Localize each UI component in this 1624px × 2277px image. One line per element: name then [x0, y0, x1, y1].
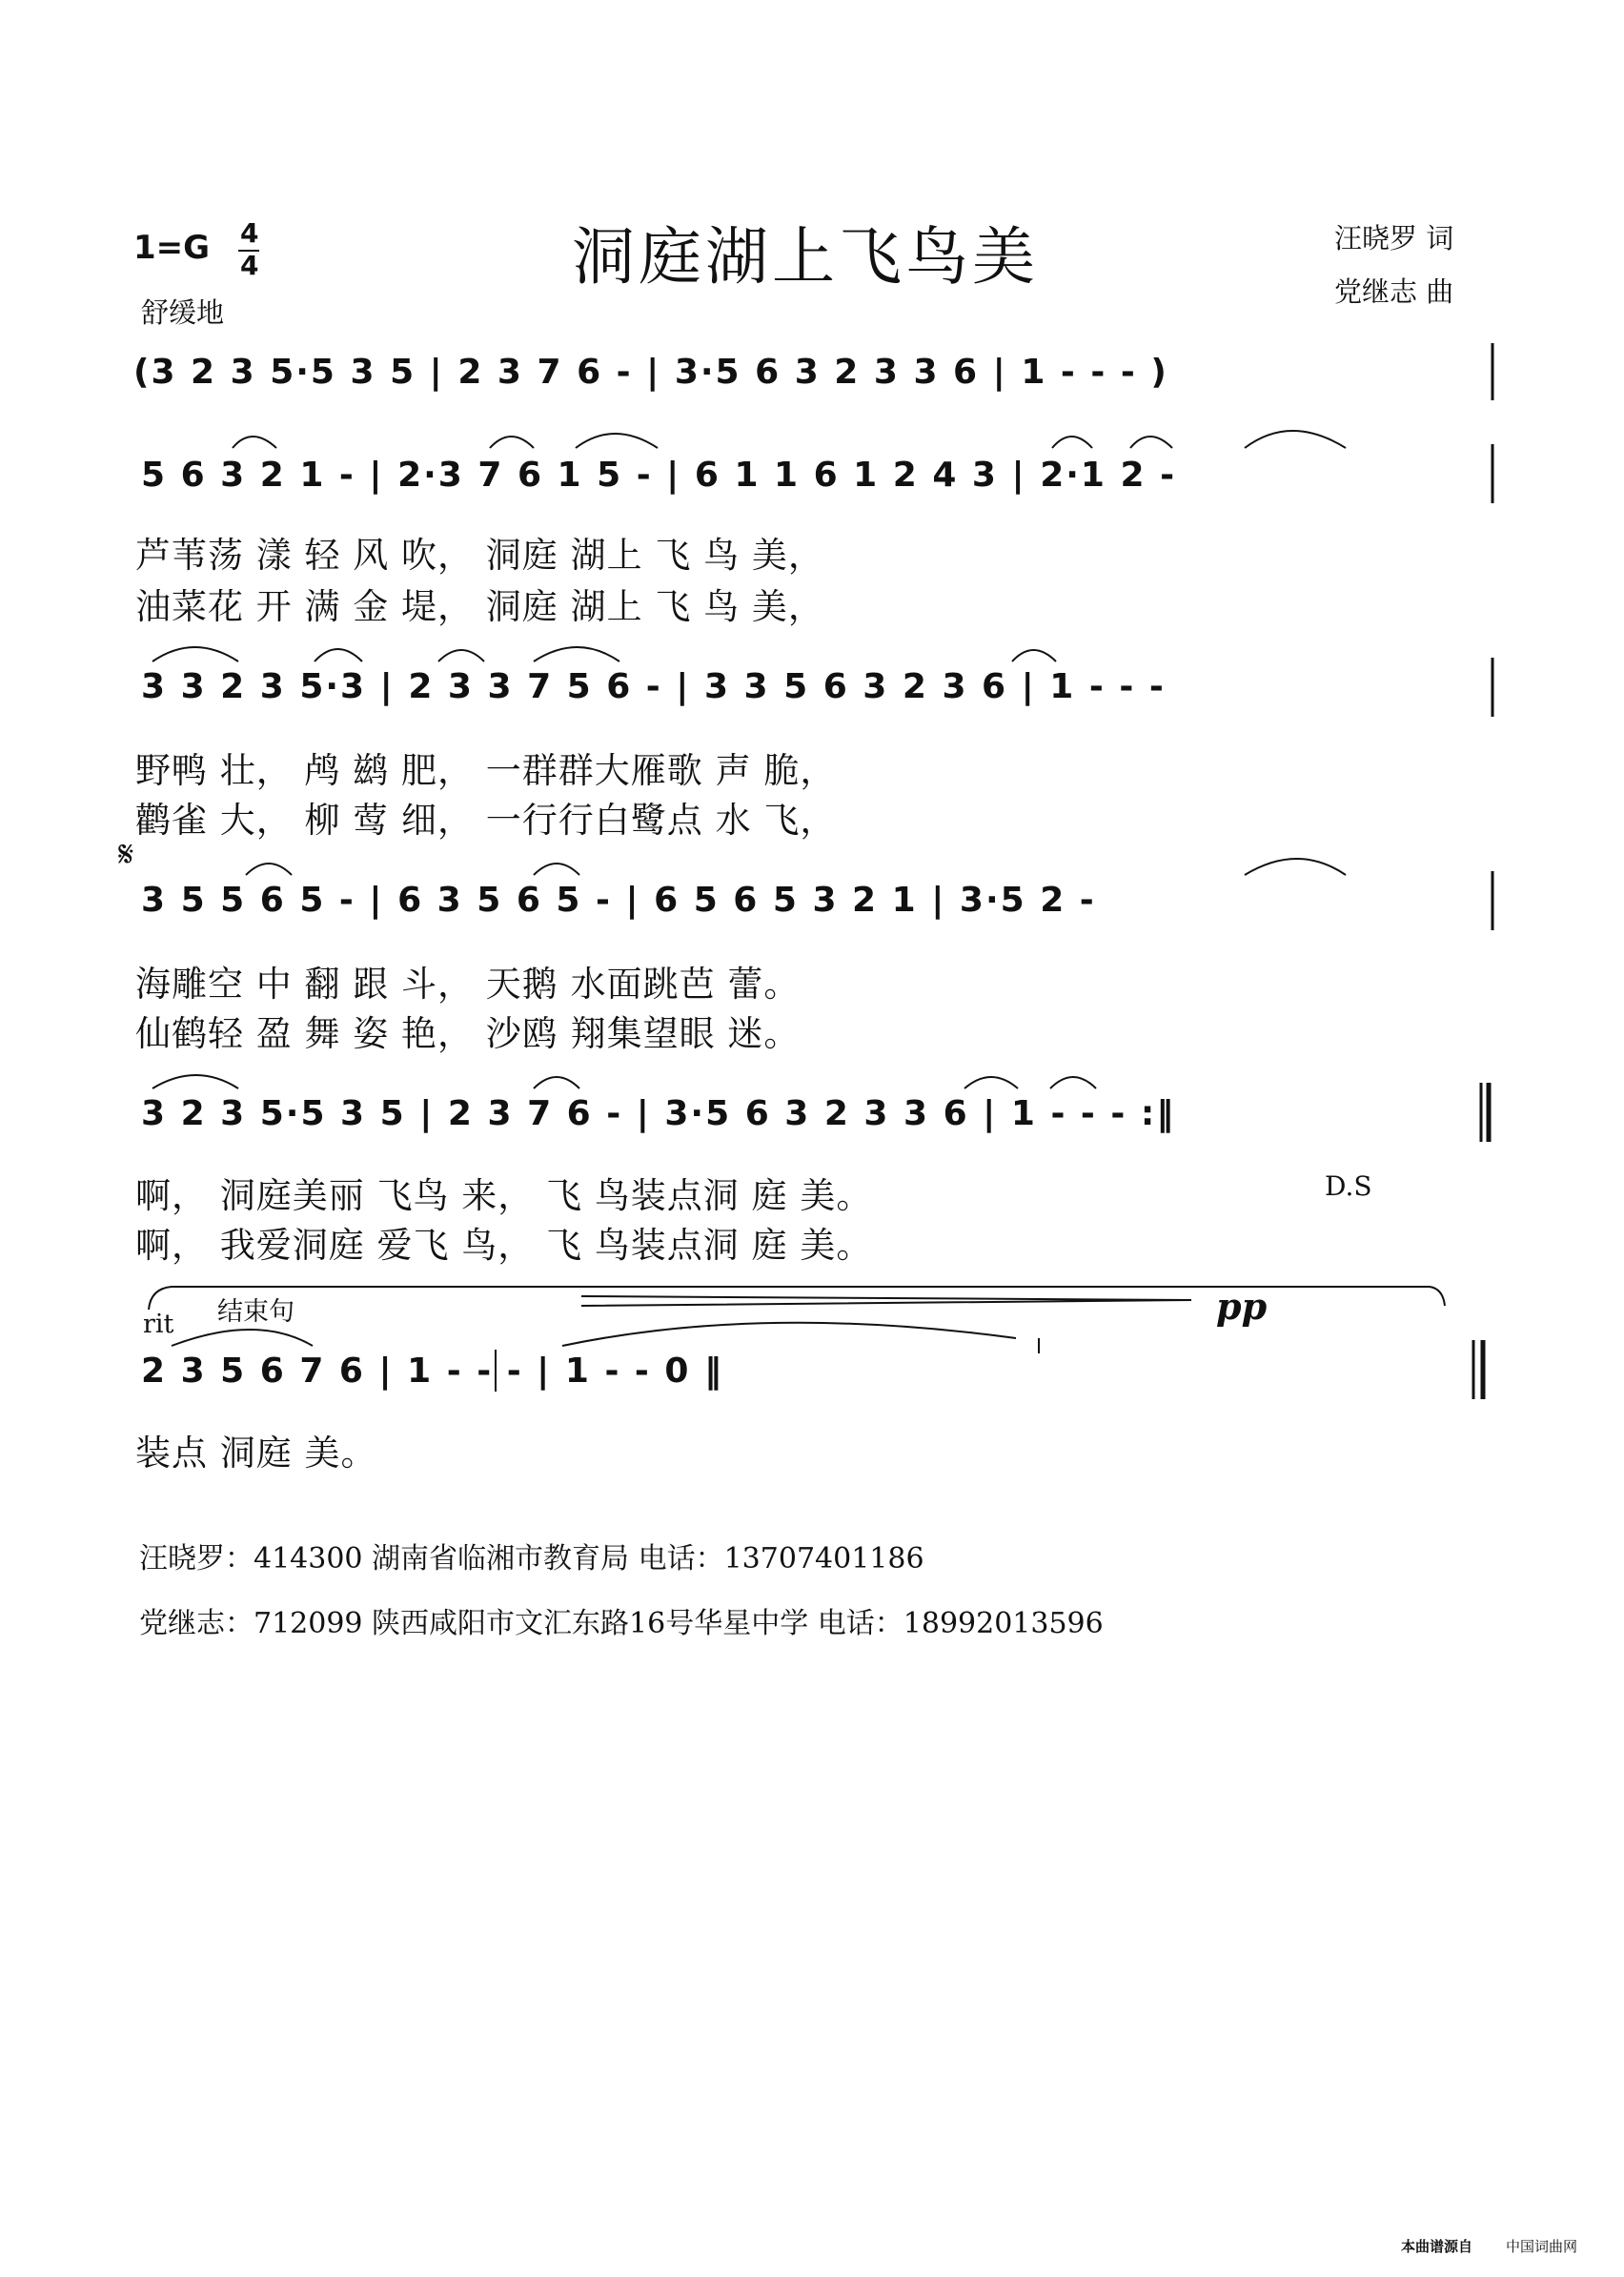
notation-row: 3 5 5 6 5 - | 6 3 5 6 5 - | 6 5 6 5 3 2 1 | 3·5 2 -	[141, 881, 1096, 920]
composer: 党继志 曲	[1334, 275, 1454, 308]
lyric-line: 油菜花 开 满 金 堤， 洞庭 湖上 飞 鸟 美，	[135, 586, 824, 627]
lyricist: 汪晓罗 词	[1334, 222, 1454, 254]
key-signature: 1=G	[133, 229, 211, 267]
lyric-line: 海雕空 中 翻 跟 斗， 天鹅 水面跳芭 蕾。	[135, 964, 801, 1005]
lyric-line: 鹳雀 大， 柳 莺 细， 一行行白鹭点 水 飞，	[135, 800, 837, 841]
site-link[interactable]: 中国词曲网	[1506, 2238, 1578, 2255]
notation-row: 3 3 2 3 5·3 | 2 3 3 7 5 6 - | 3 3 5 6 3 2 3 6 | 1 - - -	[141, 667, 1166, 706]
lyric-line: 啊， 洞庭美丽 飞鸟 来， 飞 鸟装点洞 庭 美。	[135, 1175, 873, 1216]
notation-row: 2 3 5 6 7 6 | 1 - - - | 1 - - 0 ‖	[141, 1352, 723, 1391]
time-signature-bottom: 4	[240, 250, 259, 281]
lyric-line: 装点 洞庭 美。	[135, 1433, 377, 1474]
source-note: 本曲谱源自	[1401, 2238, 1473, 2255]
lyric-line: 啊， 我爱洞庭 爱飞 鸟， 飞 鸟装点洞 庭 美。	[135, 1225, 873, 1266]
lyric-line: 芦苇荡 漾 轻 风 吹， 洞庭 湖上 飞 鸟 美，	[135, 535, 824, 576]
rit-marking: rit	[143, 1310, 174, 1339]
ending-label: 结束句	[217, 1297, 294, 1327]
time-signature-top: 4	[240, 217, 259, 249]
lyric-line: 仙鹤轻 盈 舞 姿 艳， 沙鸥 翔集望眼 迷。	[135, 1013, 801, 1054]
segno-icon: 𝄋	[118, 833, 134, 875]
ds-marking: D.S	[1325, 1170, 1372, 1202]
contact-lyricist: 汪晓罗：414300 湖南省临湘市教育局 电话：13707401186	[139, 1542, 924, 1576]
notation-row: (3 2 3 5·5 3 5 | 2 3 7 6 - | 3·5 6 3 2 3 3 6 | 1 - - - )	[133, 353, 1168, 392]
notation-row: 3 2 3 5·5 3 5 | 2 3 7 6 - | 3·5 6 3 2 3 3 6 | 1 - - - :‖	[141, 1094, 1176, 1133]
notation-row: 5 6 3 2 1 - | 2·3 7 6 1 5 - | 6 1 1 6 1 2 4 3 | 2·1 2 -	[141, 456, 1177, 495]
tempo-marking: 舒缓地	[141, 296, 225, 329]
contact-composer: 党继志：712099 陕西咸阳市文汇东路16号华星中学 电话：18992013596	[139, 1607, 1104, 1640]
lyric-line: 野鸭 壮， 鸬 鹚 肥， 一群群大雁歌 声 脆，	[135, 750, 837, 791]
dynamic-pp: pp	[1216, 1285, 1268, 1328]
page-title: 洞庭湖上飞鸟美	[572, 220, 1039, 294]
